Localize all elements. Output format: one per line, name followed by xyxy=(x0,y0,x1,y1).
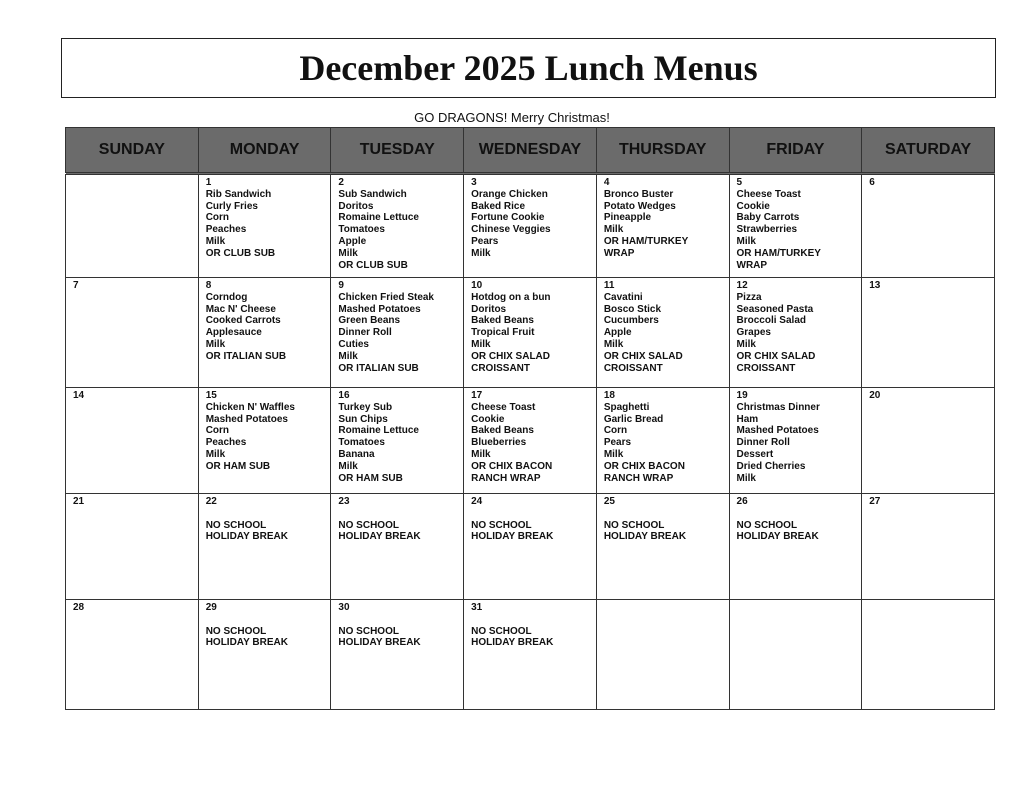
weekday-header-saturday: SATURDAY xyxy=(862,128,995,174)
day-number: 2 xyxy=(338,177,344,188)
menu-item: OR CLUB SUB xyxy=(338,259,408,271)
menu-item: Milk xyxy=(338,350,358,362)
day-number: 9 xyxy=(338,280,344,291)
menu-item: Milk xyxy=(736,338,756,350)
weekday-header-friday: FRIDAY xyxy=(729,128,862,174)
day-number: 29 xyxy=(205,602,217,613)
menu-item: Mac N' Cheese xyxy=(205,303,276,315)
menu-item: Pineapple xyxy=(603,212,652,224)
menu-item xyxy=(338,508,463,520)
menu-item: Cookie xyxy=(736,200,770,212)
menu-item: Romaine Lettuce xyxy=(338,212,419,224)
weekday-header-sunday: SUNDAY xyxy=(66,128,199,174)
menu-item: Grapes xyxy=(736,327,771,339)
week-row xyxy=(66,174,995,278)
menu-item: Spaghetti xyxy=(603,401,650,413)
menu-item: Strawberries xyxy=(736,224,798,236)
menu-item: Potato Wedges xyxy=(603,200,676,212)
day-cell xyxy=(331,600,464,710)
menu-item: Cucumbers xyxy=(603,315,659,327)
day-cell xyxy=(464,278,597,388)
menu-item xyxy=(206,508,331,520)
day-number: 14 xyxy=(73,390,85,401)
calendar-table xyxy=(65,127,995,710)
menu-item: NO SCHOOL xyxy=(736,519,798,531)
day-cell xyxy=(596,600,729,710)
menu-item: Milk xyxy=(471,448,491,460)
menu-item: Christmas Dinner xyxy=(736,401,820,413)
week-row xyxy=(66,278,995,388)
menu-item: Orange Chicken xyxy=(471,188,548,200)
day-cell xyxy=(66,278,199,388)
menu-item: Doritos xyxy=(471,303,507,315)
menu-item: Milk xyxy=(205,235,226,247)
menu-item: OR HAM SUB xyxy=(338,472,403,484)
day-number: 18 xyxy=(603,390,615,401)
menu-item: NO SCHOOL xyxy=(205,625,267,637)
day-number: 20 xyxy=(869,390,881,401)
menu-item: NO SCHOOL xyxy=(603,519,665,531)
menu-item: Dried Cherries xyxy=(736,460,806,472)
menu-item: Peaches xyxy=(205,224,247,236)
menu-item: CROISSANT xyxy=(736,362,796,374)
menu-item: Cooked Carrots xyxy=(205,315,281,327)
day-cell xyxy=(331,494,464,600)
day-cell xyxy=(464,600,597,710)
menu-item: Milk xyxy=(338,247,358,259)
menu-item xyxy=(471,614,596,626)
day-cell xyxy=(729,600,862,710)
menu-item: NO SCHOOL xyxy=(205,519,267,531)
day-number: 5 xyxy=(736,177,743,188)
menu-item: Green Beans xyxy=(338,315,401,327)
weekday-header-wednesday: WEDNESDAY xyxy=(464,128,597,174)
day-number: 7 xyxy=(73,280,79,291)
menu-item: Milk xyxy=(338,460,358,472)
menu-item: Milk xyxy=(603,224,624,236)
weekday-header-thursday: THURSDAY xyxy=(596,128,729,174)
menu-item: Milk xyxy=(736,235,756,247)
day-cell xyxy=(729,494,862,600)
day-cell xyxy=(729,278,862,388)
day-number: 25 xyxy=(603,496,615,507)
day-number: 19 xyxy=(736,390,748,401)
menu-item: Dessert xyxy=(736,448,774,460)
menu-item: CROISSANT xyxy=(471,362,531,374)
menu-item: Corn xyxy=(205,212,230,224)
weekday-header-row xyxy=(66,128,995,174)
day-number: 8 xyxy=(205,280,212,291)
day-cell xyxy=(66,174,199,278)
menu-item: CROISSANT xyxy=(603,362,663,374)
day-number xyxy=(737,602,862,614)
menu-item: Chicken N' Waffles xyxy=(205,401,295,413)
day-cell xyxy=(862,600,995,710)
week-row xyxy=(66,388,995,494)
week-row xyxy=(66,494,995,600)
menu-item xyxy=(604,508,729,520)
day-cell xyxy=(66,494,199,600)
menu-item xyxy=(338,614,463,626)
menu-item: Chicken Fried Steak xyxy=(338,291,434,303)
day-number: 12 xyxy=(736,280,748,291)
menu-item: Fortune Cookie xyxy=(471,212,545,224)
menu-item: Turkey Sub xyxy=(338,401,393,413)
menu-item: Cheese Toast xyxy=(736,188,801,200)
menu-item: Mashed Potatoes xyxy=(338,303,421,315)
menu-item: Apple xyxy=(338,235,367,247)
menu-item: Seasoned Pasta xyxy=(736,303,814,315)
menu-item: Tomatoes xyxy=(338,437,385,449)
menu-item: Sun Chips xyxy=(338,413,388,425)
menu-item: Dinner Roll xyxy=(736,437,790,449)
menu-item: Cuties xyxy=(338,338,369,350)
day-cell xyxy=(596,494,729,600)
menu-item: Cavatini xyxy=(603,291,643,303)
menu-item: OR HAM/TURKEY xyxy=(603,235,689,247)
menu-item: Milk xyxy=(205,338,226,350)
title-box xyxy=(61,38,996,98)
menu-item: Milk xyxy=(471,338,491,350)
weekday-header-monday: MONDAY xyxy=(198,128,331,174)
menu-item: Peaches xyxy=(205,437,247,449)
day-number: 31 xyxy=(471,602,483,613)
menu-item: WRAP xyxy=(603,247,635,259)
day-cell xyxy=(862,494,995,600)
menu-item: Mashed Potatoes xyxy=(205,413,288,425)
menu-item: OR HAM SUB xyxy=(205,460,271,472)
day-number: 30 xyxy=(338,602,350,613)
day-cell xyxy=(464,174,597,278)
day-number: 24 xyxy=(471,496,483,507)
menu-item: Corn xyxy=(603,425,628,437)
menu-item: Romaine Lettuce xyxy=(338,425,419,437)
day-number: 17 xyxy=(471,390,483,401)
menu-item: HOLIDAY BREAK xyxy=(205,531,288,543)
menu-item: Tropical Fruit xyxy=(471,327,535,339)
menu-item: Milk xyxy=(736,472,756,484)
day-cell xyxy=(66,600,199,710)
subtitle: GO DRAGONS! Merry Christmas! xyxy=(414,110,610,125)
day-cell xyxy=(198,388,331,494)
menu-item: Pears xyxy=(471,235,499,247)
menu-item: Milk xyxy=(205,448,226,460)
menu-item: HOLIDAY BREAK xyxy=(603,531,687,543)
menu-item: Cheese Toast xyxy=(471,401,536,413)
menu-item xyxy=(737,508,862,520)
day-cell xyxy=(198,494,331,600)
menu-item: HOLIDAY BREAK xyxy=(205,637,288,649)
day-cell xyxy=(862,174,995,278)
day-number: 4 xyxy=(603,177,610,188)
menu-item: Cookie xyxy=(471,413,505,425)
menu-item: Curly Fries xyxy=(205,200,258,212)
menu-item: Broccoli Salad xyxy=(736,315,806,327)
menu-item: Corn xyxy=(205,425,230,437)
day-number: 15 xyxy=(205,390,217,401)
day-cell xyxy=(331,174,464,278)
day-cell xyxy=(464,388,597,494)
menu-item: RANCH WRAP xyxy=(471,472,541,484)
menu-item: Banana xyxy=(338,448,375,460)
menu-item: Milk xyxy=(603,448,624,460)
week-row xyxy=(66,600,995,710)
menu-item: OR ITALIAN SUB xyxy=(205,350,287,362)
menu-item: HOLIDAY BREAK xyxy=(471,531,554,543)
menu-item: Pizza xyxy=(736,291,762,303)
menu-item: NO SCHOOL xyxy=(338,519,399,531)
day-cell xyxy=(596,388,729,494)
menu-item: Hotdog on a bun xyxy=(471,291,551,303)
day-cell xyxy=(729,174,862,278)
day-cell xyxy=(464,494,597,600)
day-number: 26 xyxy=(736,496,748,507)
day-number: 23 xyxy=(338,496,350,507)
menu-item: OR CHIX SALAD xyxy=(471,350,551,362)
day-number: 3 xyxy=(471,177,477,188)
menu-item: Apple xyxy=(603,327,632,339)
menu-item: OR ITALIAN SUB xyxy=(338,362,419,374)
day-number: 11 xyxy=(603,280,615,291)
day-cell xyxy=(66,388,199,494)
day-cell xyxy=(198,278,331,388)
day-number xyxy=(604,602,729,614)
menu-item: NO SCHOOL xyxy=(471,625,532,637)
menu-item: HOLIDAY BREAK xyxy=(338,531,421,543)
day-cell xyxy=(596,174,729,278)
menu-item: OR CHIX BACON xyxy=(471,460,553,472)
menu-item: NO SCHOOL xyxy=(471,519,532,531)
menu-item: Rib Sandwich xyxy=(205,188,272,200)
menu-item: Baby Carrots xyxy=(736,212,800,224)
day-cell xyxy=(729,388,862,494)
day-number: 16 xyxy=(338,390,350,401)
menu-item: OR HAM/TURKEY xyxy=(736,247,821,259)
day-cell xyxy=(198,174,331,278)
page-title: December 2025 Lunch Menus xyxy=(299,48,758,88)
day-cell xyxy=(331,278,464,388)
day-number: 28 xyxy=(73,602,85,613)
day-number: 27 xyxy=(869,496,881,507)
menu-item: Tomatoes xyxy=(338,224,385,236)
day-number xyxy=(73,177,198,189)
menu-item: Mashed Potatoes xyxy=(736,425,819,437)
menu-item: HOLIDAY BREAK xyxy=(471,637,554,649)
menu-item: Corndog xyxy=(205,291,248,303)
menu-item: HOLIDAY BREAK xyxy=(338,637,421,649)
menu-item: Sub Sandwich xyxy=(338,188,407,200)
menu-item xyxy=(206,614,331,626)
menu-item: Chinese Veggies xyxy=(471,224,551,236)
menu-item: Milk xyxy=(471,247,491,259)
menu-item: Doritos xyxy=(338,200,374,212)
menu-item: Baked Beans xyxy=(471,315,534,327)
menu-item: OR CHIX SALAD xyxy=(736,350,816,362)
menu-item: Bronco Buster xyxy=(603,188,674,200)
menu-item: Blueberries xyxy=(471,437,527,449)
menu-item: OR CLUB SUB xyxy=(205,247,276,259)
menu-item: Milk xyxy=(603,338,624,350)
menu-item: NO SCHOOL xyxy=(338,625,399,637)
menu-item: Baked Beans xyxy=(471,425,534,437)
day-cell xyxy=(862,388,995,494)
menu-item: Dinner Roll xyxy=(338,327,392,339)
day-number: 22 xyxy=(205,496,217,507)
day-cell xyxy=(862,278,995,388)
menu-item: Ham xyxy=(736,413,759,425)
menu-item: Baked Rice xyxy=(471,200,526,212)
menu-item: Bosco Stick xyxy=(603,303,662,315)
day-number: 1 xyxy=(205,177,212,188)
menu-item: Garlic Bread xyxy=(603,413,664,425)
menu-item: OR CHIX BACON xyxy=(603,460,685,472)
weekday-header-tuesday: TUESDAY xyxy=(331,128,464,174)
day-cell xyxy=(596,278,729,388)
menu-item: Pears xyxy=(603,437,632,449)
day-number: 13 xyxy=(869,280,881,291)
day-number: 21 xyxy=(73,496,85,507)
menu-item: HOLIDAY BREAK xyxy=(736,531,819,543)
day-number: 10 xyxy=(471,280,483,291)
menu-item: WRAP xyxy=(736,259,768,271)
menu-item: Applesauce xyxy=(205,327,262,339)
day-cell xyxy=(331,388,464,494)
menu-item: OR CHIX SALAD xyxy=(603,350,683,362)
menu-item xyxy=(471,508,596,520)
day-number: 6 xyxy=(869,177,875,188)
menu-item: RANCH WRAP xyxy=(603,472,674,484)
day-number xyxy=(869,602,994,614)
day-cell xyxy=(198,600,331,710)
